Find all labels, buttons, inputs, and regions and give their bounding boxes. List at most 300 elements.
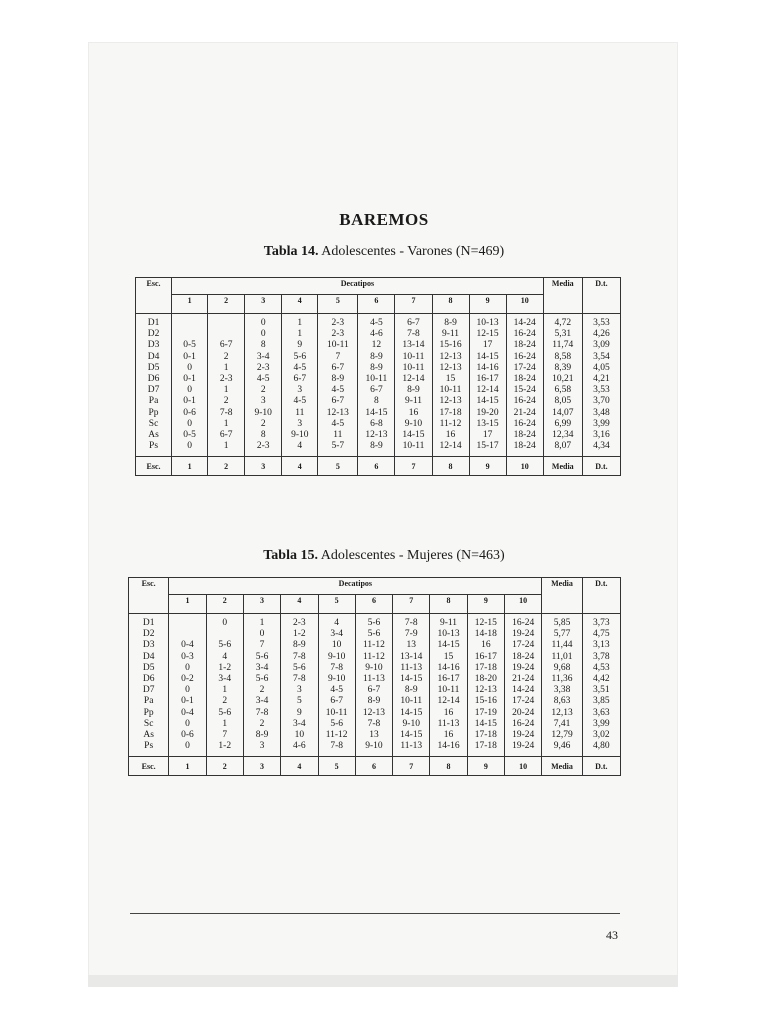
- value: 9-10: [404, 418, 423, 429]
- value: 15-17: [476, 441, 499, 452]
- value: 8,05: [554, 396, 572, 407]
- value: 9: [297, 340, 303, 351]
- value: [173, 329, 206, 340]
- value: D6: [147, 373, 160, 384]
- value: 10-11: [326, 340, 349, 351]
- value: 7-8: [293, 651, 306, 662]
- table-15-caption-text: Adolescentes - Mujeres (N=463): [317, 548, 505, 563]
- value: 8-9: [331, 373, 345, 384]
- scale-column: [136, 314, 172, 457]
- value: 4: [334, 618, 340, 628]
- value: 18-24: [513, 429, 536, 440]
- value: 12-14: [402, 373, 425, 384]
- dt-footer: D.t.: [582, 757, 620, 776]
- table-15-caption: [0, 548, 768, 564]
- value: 2: [259, 718, 265, 729]
- value: 16: [408, 407, 419, 418]
- decatipo-6-footer: 6: [358, 457, 395, 476]
- value: 16-24: [513, 418, 536, 429]
- table-14-caption-text: Adolescentes - Varones (N=469): [318, 244, 505, 259]
- value: 1: [223, 385, 229, 396]
- value: 7: [222, 729, 228, 740]
- value: 17-24: [513, 362, 536, 373]
- value: 11: [295, 407, 305, 418]
- value: 4,42: [593, 673, 610, 684]
- value: 5-6: [255, 673, 269, 684]
- value: 3: [259, 741, 265, 752]
- value: [170, 618, 204, 629]
- decatipo-7-column: [393, 614, 430, 757]
- value: 6-7: [219, 429, 233, 440]
- table-footer-row: [129, 757, 621, 776]
- decatipo-8-footer: 8: [430, 757, 467, 776]
- value: 0: [187, 441, 192, 452]
- value: 9-10: [327, 651, 346, 662]
- value: 16: [445, 429, 456, 440]
- value: 2: [260, 385, 266, 396]
- value: [209, 329, 243, 340]
- value: D6: [142, 673, 155, 684]
- value: 12: [371, 340, 382, 351]
- value: 1: [223, 362, 229, 373]
- value: 4-5: [331, 418, 345, 429]
- value: 3: [297, 418, 303, 429]
- decatipo-1-header: 1: [172, 295, 208, 314]
- value: 10: [331, 640, 342, 651]
- value: 9-10: [291, 429, 309, 440]
- decatipo-6-header: 6: [358, 295, 395, 314]
- decatipo-3-footer: 3: [245, 457, 282, 476]
- value: 5-6: [293, 662, 306, 673]
- value: 8,58: [554, 351, 572, 362]
- value: 7-8: [367, 718, 381, 729]
- value: 8: [374, 396, 379, 407]
- media-footer: Media: [543, 457, 582, 476]
- value: 3,53: [593, 318, 610, 328]
- value: 14-15: [437, 640, 460, 651]
- value: 8-9: [370, 351, 383, 362]
- value: 0: [185, 685, 190, 696]
- document-page: [88, 42, 678, 982]
- value: 4-5: [370, 318, 383, 328]
- value: 6-7: [370, 385, 383, 396]
- value: 8,07: [554, 441, 572, 452]
- value: 16-24: [512, 718, 535, 729]
- value: D2: [147, 329, 160, 340]
- value: 3,09: [593, 340, 610, 351]
- decatipo-7-header: 7: [395, 295, 432, 314]
- value: 5-6: [293, 351, 307, 362]
- value: 6,58: [554, 385, 572, 396]
- page-heading: BAREMOS: [339, 210, 429, 229]
- value: 10-11: [439, 385, 462, 396]
- value: 12-13: [365, 429, 388, 440]
- value: 13: [369, 729, 379, 740]
- decatipo-1-footer: 1: [172, 457, 208, 476]
- value: 12-13: [439, 396, 462, 407]
- value: 9,68: [553, 662, 571, 673]
- decatipo-2-footer: 2: [206, 757, 243, 776]
- table-footer-row: [136, 457, 621, 476]
- value: 6-7: [331, 396, 345, 407]
- value: 8-9: [255, 729, 269, 740]
- value: 14-15: [400, 673, 423, 684]
- value: 0: [185, 741, 190, 752]
- footer-rule: [130, 913, 620, 914]
- value: 4,26: [593, 329, 610, 340]
- decatipo-10-header: 10: [506, 295, 543, 314]
- value: 14,07: [552, 407, 574, 418]
- value: 3,53: [593, 385, 610, 396]
- value: 10-11: [402, 351, 425, 362]
- value: 5-6: [218, 640, 232, 651]
- decatipo-7-header: 7: [393, 595, 430, 614]
- value: 6-7: [331, 362, 345, 373]
- value: Sc: [143, 718, 154, 729]
- value: 15-16: [474, 696, 497, 707]
- value: 4-6: [370, 329, 383, 340]
- dt-header: D.t.: [582, 578, 620, 614]
- decatipo-4-footer: 4: [282, 457, 318, 476]
- decatipo-3-column: [243, 614, 280, 757]
- decatipo-6-column: [355, 614, 392, 757]
- esc-footer: Esc.: [136, 457, 172, 476]
- value: 13-14: [400, 651, 423, 662]
- value: 12-13: [474, 685, 497, 696]
- scale-column: [129, 614, 169, 757]
- media-column: [543, 314, 582, 457]
- value: 1-2: [218, 741, 232, 752]
- value: 5-6: [367, 618, 381, 628]
- value: 9-10: [365, 662, 383, 673]
- decatipo-8-footer: 8: [432, 457, 469, 476]
- value: 10-11: [402, 362, 425, 373]
- value: 7-8: [407, 329, 420, 340]
- value: 0-1: [183, 373, 196, 384]
- value: 4,34: [593, 441, 610, 452]
- decatipo-2-header: 2: [208, 295, 245, 314]
- decatipo-8-header: 8: [432, 295, 469, 314]
- value: 16: [443, 729, 454, 740]
- value: 5-7: [331, 441, 345, 452]
- page-edge: [88, 975, 678, 987]
- value: 21-24: [513, 407, 536, 418]
- value: 7: [259, 640, 265, 651]
- value: 14-16: [476, 362, 499, 373]
- page-number: 43: [606, 928, 618, 942]
- table-14-caption-number: Tabla 14.: [263, 244, 319, 259]
- decatipo-2-column: [206, 614, 243, 757]
- value: D7: [142, 685, 155, 696]
- value: 2: [222, 696, 228, 707]
- value: 3: [297, 385, 303, 396]
- value: 4-5: [330, 685, 343, 696]
- decatipo-5-header: 5: [318, 295, 358, 314]
- value: 0: [187, 362, 192, 373]
- value: 14-15: [400, 707, 423, 718]
- decatipo-9-header: 9: [469, 295, 506, 314]
- value: 14-15: [476, 351, 499, 362]
- value: 11,36: [551, 673, 573, 684]
- value: 15: [443, 651, 454, 662]
- value: As: [148, 429, 159, 440]
- value: 1-2: [218, 662, 232, 673]
- value: 8,63: [553, 696, 571, 707]
- value: 14-24: [512, 685, 535, 696]
- decatipo-9-column: [469, 314, 506, 457]
- decatipo-3-column: [245, 314, 282, 457]
- value: 0-1: [183, 351, 196, 362]
- value: 10-13: [476, 318, 499, 328]
- value: 4: [222, 651, 228, 662]
- value: 3,02: [593, 729, 610, 740]
- decatipo-8-header: 8: [430, 595, 467, 614]
- value: 17-24: [512, 696, 535, 707]
- value: 0: [185, 718, 190, 729]
- value: D5: [142, 662, 155, 673]
- value: 0-5: [183, 340, 196, 351]
- decatipo-1-column: [172, 314, 208, 457]
- value: 3,63: [593, 707, 610, 718]
- value: 13-15: [476, 418, 499, 429]
- decatipo-10-footer: 10: [504, 757, 541, 776]
- value: 17-18: [439, 407, 462, 418]
- decatipo-3-footer: 3: [243, 757, 280, 776]
- value: 17-18: [474, 729, 497, 740]
- value: 8-9: [367, 696, 381, 707]
- value: 1: [222, 685, 228, 696]
- value: 2-3: [331, 329, 345, 340]
- value: 8-9: [404, 685, 418, 696]
- value: 2: [259, 685, 265, 696]
- value: 0-1: [181, 696, 194, 707]
- value: D5: [147, 362, 160, 373]
- value: 11-13: [363, 673, 385, 684]
- value: 0: [222, 618, 228, 628]
- value: 19-20: [476, 407, 499, 418]
- value: 14-15: [402, 429, 425, 440]
- value: D3: [147, 340, 160, 351]
- value: 1: [297, 329, 303, 340]
- value: 0: [260, 318, 266, 328]
- decatipo-10-footer: 10: [506, 457, 543, 476]
- value: 19-24: [512, 662, 535, 673]
- value: 12-14: [476, 385, 499, 396]
- value: 10,21: [552, 373, 574, 384]
- value: 12-15: [474, 618, 497, 628]
- table-15: [128, 577, 621, 776]
- value: 16-24: [512, 618, 535, 628]
- value: 0-6: [183, 407, 196, 418]
- value: 16-24: [513, 351, 536, 362]
- value: [209, 318, 243, 329]
- value: 11-13: [400, 741, 423, 752]
- value: 4,53: [593, 662, 610, 673]
- value: 19-24: [512, 741, 535, 752]
- value: D4: [147, 351, 160, 362]
- decatipo-8-column: [432, 314, 469, 457]
- value: 12-13: [362, 707, 386, 718]
- value: 18-24: [512, 651, 535, 662]
- value: 10-11: [365, 373, 388, 384]
- dt-header: D.t.: [582, 278, 620, 314]
- table-15-caption-number: Tabla 15.: [263, 548, 318, 563]
- value: 0-4: [181, 707, 194, 718]
- value: 6,99: [554, 418, 572, 429]
- value: D1: [147, 318, 160, 328]
- value: 12-15: [476, 329, 499, 340]
- value: 11,74: [552, 340, 574, 351]
- value: Pp: [143, 707, 154, 718]
- value: 13: [406, 640, 416, 651]
- value: 14-15: [474, 718, 497, 729]
- value: 18-24: [513, 441, 536, 452]
- decatipo-6-header: 6: [355, 595, 392, 614]
- value: Sc: [148, 418, 159, 429]
- media-header: Media: [543, 278, 582, 314]
- value: 4-5: [331, 385, 345, 396]
- value: 10-11: [325, 707, 348, 718]
- value: 2-3: [256, 362, 270, 373]
- value: 16: [443, 707, 454, 718]
- value: 7: [335, 351, 341, 362]
- value: D1: [142, 618, 155, 628]
- value: 14-15: [400, 729, 423, 740]
- value: 4-5: [293, 396, 307, 407]
- value: 17-19: [474, 707, 497, 718]
- value: 3,73: [593, 618, 610, 628]
- value: 17-18: [474, 741, 497, 752]
- decatipo-9-footer: 9: [469, 457, 506, 476]
- decatipo-3-header: 3: [245, 295, 282, 314]
- decatipo-5-column: [318, 314, 358, 457]
- value: 6-7: [219, 340, 233, 351]
- value: 8-9: [370, 441, 383, 452]
- value: 4-6: [293, 741, 306, 752]
- value: 21-24: [512, 673, 535, 684]
- value: 2: [223, 351, 229, 362]
- value: 4-5: [293, 362, 307, 373]
- value: 3-4: [255, 662, 269, 673]
- value: 1: [223, 441, 229, 452]
- value: 7-9: [404, 629, 418, 640]
- decatipo-9-header: 9: [467, 595, 504, 614]
- decatipo-5-footer: 5: [318, 757, 355, 776]
- value: 5-6: [255, 651, 269, 662]
- value: 14-15: [476, 396, 499, 407]
- esc-header: Esc.: [129, 578, 169, 614]
- value: 3,16: [593, 429, 610, 440]
- value: 16-17: [437, 673, 460, 684]
- value: 17: [482, 340, 493, 351]
- esc-footer: Esc.: [129, 757, 169, 776]
- value: 2-3: [219, 373, 233, 384]
- value: 0: [187, 418, 192, 429]
- value: 17: [482, 429, 493, 440]
- value: 5,77: [553, 629, 571, 640]
- value: 12,34: [552, 429, 574, 440]
- value: 0-1: [183, 396, 196, 407]
- value: 14-18: [474, 629, 497, 640]
- value: 2-3: [256, 441, 270, 452]
- value: 16-17: [476, 373, 499, 384]
- value: 11-13: [437, 718, 460, 729]
- value: 4,05: [593, 362, 610, 373]
- value: 18-20: [474, 673, 497, 684]
- value: 2-3: [331, 318, 345, 328]
- value: 9-11: [404, 396, 422, 407]
- value: 6-7: [330, 696, 343, 707]
- table-14: [135, 277, 621, 476]
- value: 5,31: [554, 329, 572, 340]
- value: 4,80: [593, 741, 610, 752]
- value: 16-24: [513, 396, 536, 407]
- value: 1: [297, 318, 303, 328]
- decatipo-2-column: [208, 314, 245, 457]
- value: 11,01: [551, 651, 573, 662]
- value: 8-9: [293, 640, 306, 651]
- value: 3,99: [593, 718, 610, 729]
- value: 12-13: [439, 351, 462, 362]
- value: 11: [333, 429, 343, 440]
- value: 11-12: [363, 640, 385, 651]
- dt-footer: D.t.: [582, 457, 620, 476]
- value: 9: [296, 707, 302, 718]
- esc-header: Esc.: [136, 278, 172, 314]
- decatipo-5-header: 5: [318, 595, 355, 614]
- value: 3: [260, 396, 266, 407]
- value: 19-24: [512, 729, 535, 740]
- value: 13-14: [402, 340, 425, 351]
- value: As: [143, 729, 154, 740]
- value: 7-8: [404, 618, 418, 628]
- value: 2: [223, 396, 229, 407]
- value: 0-4: [181, 640, 194, 651]
- value: 16: [481, 640, 491, 651]
- table-14-caption: [0, 244, 768, 260]
- decatipo-6-footer: 6: [355, 757, 392, 776]
- decatipo-4-footer: 4: [281, 757, 318, 776]
- value: 6-8: [370, 418, 383, 429]
- value: 4,72: [554, 318, 572, 328]
- value: 9-11: [442, 329, 460, 340]
- value: 3-4: [256, 351, 270, 362]
- decatipo-7-footer: 7: [395, 457, 432, 476]
- decatipo-5-column: [318, 614, 355, 757]
- media-header: Media: [542, 578, 582, 614]
- decatipo-6-column: [358, 314, 395, 457]
- value: 1-2: [293, 629, 306, 640]
- value: 3-4: [330, 629, 343, 640]
- value: 3,78: [593, 651, 610, 662]
- value: 3: [296, 685, 302, 696]
- decatipo-4-header: 4: [281, 595, 318, 614]
- value: 7-8: [293, 673, 306, 684]
- value: 4,21: [593, 373, 610, 384]
- value: 0: [259, 629, 265, 640]
- value: 8-9: [407, 385, 420, 396]
- value: 5-6: [218, 707, 232, 718]
- value: 14-16: [437, 662, 460, 673]
- value: 18-24: [513, 340, 536, 351]
- value: 1: [222, 718, 228, 729]
- value: 2-3: [293, 618, 306, 628]
- value: 7-8: [330, 741, 343, 752]
- value: [170, 629, 204, 640]
- decatipo-3-header: 3: [243, 595, 280, 614]
- value: 3,70: [593, 396, 610, 407]
- decatipo-8-column: [430, 614, 467, 757]
